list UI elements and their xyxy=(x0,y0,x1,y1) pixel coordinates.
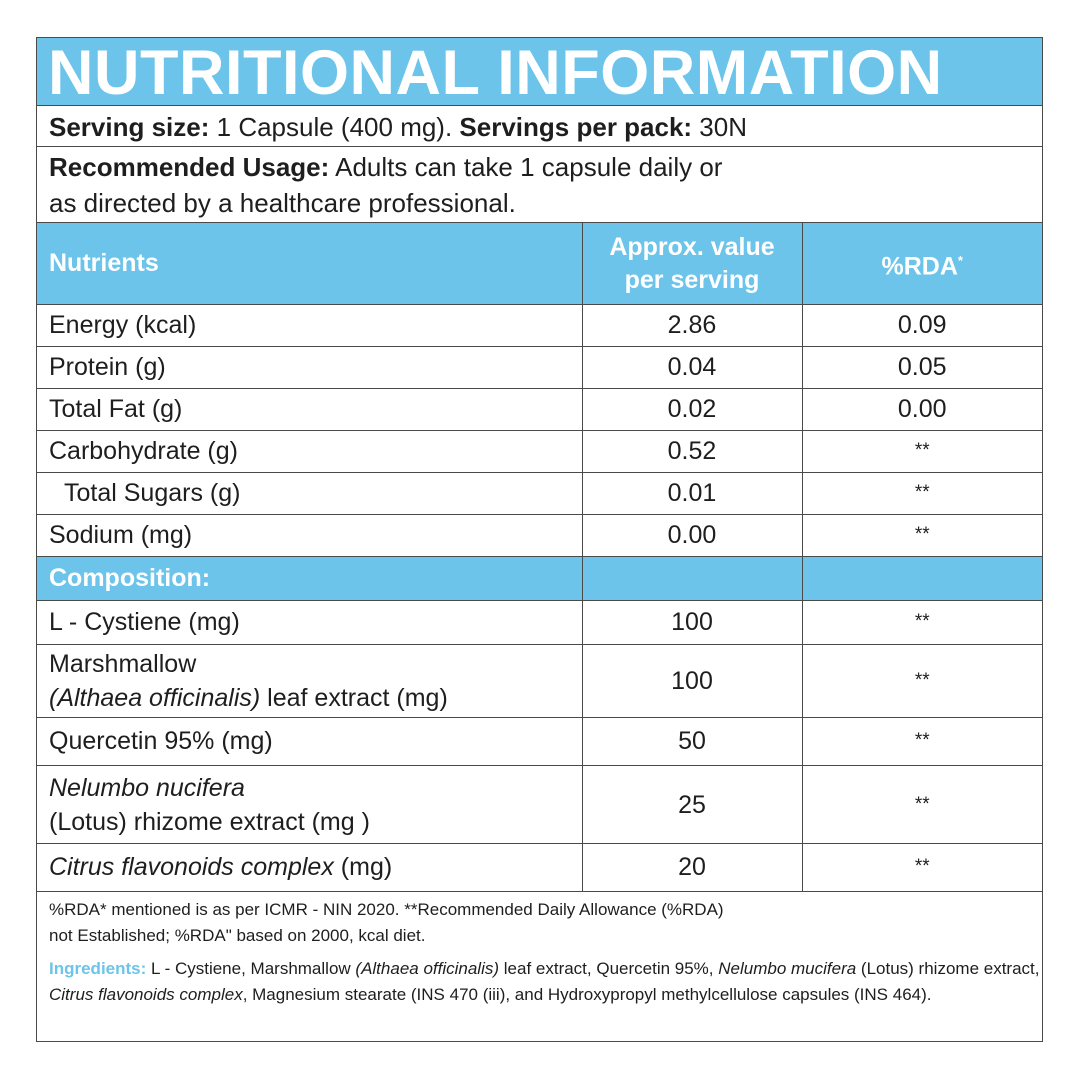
composition-empty-cell xyxy=(802,557,1042,601)
serving-size-value: 1 Capsule (400 mg). xyxy=(209,112,460,142)
table-row xyxy=(37,601,1042,645)
ingredient-name-line1: Marshmallow xyxy=(49,650,197,678)
rda-asterisks: ** xyxy=(914,611,930,632)
ingredient-name xyxy=(37,766,582,844)
ingredient-rda xyxy=(802,645,1042,718)
nutrient-name: Total Fat (g) xyxy=(37,389,582,431)
serving-size-label: Serving size: xyxy=(49,112,210,142)
rda-asterisks: ** xyxy=(914,793,930,815)
table-row xyxy=(37,766,1042,844)
page-title: NUTRITIONAL INFORMATION xyxy=(37,38,1042,106)
ingredient-name-italic: Nelumbo nucifera xyxy=(49,773,245,802)
ingredients-list xyxy=(49,956,1042,1008)
ingredients-text: leaf extract, Quercetin 95%, xyxy=(499,959,719,978)
header-value-line1: Approx. value xyxy=(609,232,775,261)
ingredient-value: 100 xyxy=(582,601,802,645)
nutrient-rda: 0.05 xyxy=(802,347,1042,389)
nutrient-rda: 0.09 xyxy=(802,305,1042,347)
ingredients-text: L - Cystiene, Marshmallow xyxy=(146,959,356,978)
nutrient-rda xyxy=(802,473,1042,515)
ingredient-rda xyxy=(802,601,1042,645)
nutrient-name: Carbohydrate (g) xyxy=(37,431,582,473)
ingredient-name: L - Cystiene (mg) xyxy=(37,601,582,645)
nutrient-name: Sodium (mg) xyxy=(37,515,582,557)
ingredient-rda xyxy=(802,718,1042,766)
nutrient-name: Energy (kcal) xyxy=(37,305,582,347)
rda-asterisks: ** xyxy=(914,730,930,751)
nutrient-value: 0.01 xyxy=(582,473,802,515)
composition-empty-cell xyxy=(582,557,802,601)
table-row xyxy=(37,844,1042,892)
nutrient-rda xyxy=(802,431,1042,473)
ingredient-name-rest: (mg) xyxy=(333,853,393,881)
recommended-usage xyxy=(37,147,1042,223)
nutrient-rda: 0.00 xyxy=(802,389,1042,431)
table-row xyxy=(37,431,1042,473)
rda-asterisks: ** xyxy=(914,670,930,691)
rda-asterisks: ** xyxy=(914,524,930,545)
rda-asterisks: ** xyxy=(914,440,930,461)
usage-text-line2: as directed by a healthcare professional. xyxy=(49,188,516,218)
composition-header-row xyxy=(37,557,1042,601)
table-header-row xyxy=(37,223,1042,305)
header-rda xyxy=(802,223,1042,305)
table-row xyxy=(37,515,1042,557)
ingredient-name-italic: (Althaea officinalis) xyxy=(49,684,261,712)
table-row xyxy=(37,305,1042,347)
header-nutrients: Nutrients xyxy=(37,223,582,305)
ingredients-italic: (Althaea officinalis) xyxy=(355,959,500,978)
ingredients-text: (Lotus) rhizome extract, xyxy=(856,959,1040,978)
nutrient-name: Total Sugars (g) xyxy=(37,473,582,515)
header-value xyxy=(582,223,802,305)
ingredient-value: 50 xyxy=(582,718,802,766)
usage-label: Recommended Usage: xyxy=(49,152,330,182)
ingredient-name-line2: (Lotus) rhizome extract (mg ) xyxy=(49,807,370,836)
ingredient-rda xyxy=(802,844,1042,892)
nutrient-value: 2.86 xyxy=(582,305,802,347)
ingredient-name xyxy=(37,844,582,892)
nutrition-table xyxy=(37,223,1042,892)
serving-info xyxy=(37,106,1042,147)
rda-note xyxy=(49,897,1042,949)
ingredients-label: Ingredients: xyxy=(49,959,147,978)
servings-per-pack-label: Servings per pack: xyxy=(459,112,693,142)
ingredients-text: , Magnesium stearate (INS 470 (iii), and Hydroxypropyl methylcellulose capsules (INS 464). xyxy=(242,985,932,1004)
nutrient-value: 0.02 xyxy=(582,389,802,431)
ingredients-italic: Nelumbo mucifera xyxy=(718,959,857,978)
ingredients-italic: Citrus flavonoids complex xyxy=(49,985,243,1004)
nutrient-value: 0.52 xyxy=(582,431,802,473)
rda-asterisks: ** xyxy=(914,482,930,503)
usage-text-line1: Adults can take 1 capsule daily or xyxy=(329,152,723,182)
table-row xyxy=(37,718,1042,766)
ingredient-name: Quercetin 95% (mg) xyxy=(37,718,582,766)
rda-asterisks: ** xyxy=(914,856,930,877)
servings-per-pack-value: 30N xyxy=(692,112,747,142)
nutrition-panel xyxy=(36,37,1043,1042)
header-rda-sup: * xyxy=(957,252,963,268)
rda-note-line2: not Established; %RDA" based on 2000, kcal diet. xyxy=(49,926,426,945)
rda-note-line1: %RDA* mentioned is as per ICMR - NIN 2020. **Recommended Daily Allowance (%RDA) xyxy=(49,900,724,919)
table-row xyxy=(37,473,1042,515)
ingredient-name-italic: Citrus flavonoids complex xyxy=(49,853,334,881)
ingredient-rda xyxy=(802,766,1042,844)
nutrient-rda xyxy=(802,515,1042,557)
header-value-line2: per serving xyxy=(624,265,760,294)
nutrient-value: 0.00 xyxy=(582,515,802,557)
nutrient-name: Protein (g) xyxy=(37,347,582,389)
ingredient-value: 20 xyxy=(582,844,802,892)
table-row xyxy=(37,389,1042,431)
footer-notes xyxy=(37,892,1042,1008)
table-row xyxy=(37,347,1042,389)
nutrient-value: 0.04 xyxy=(582,347,802,389)
ingredient-name xyxy=(37,645,582,718)
composition-label: Composition: xyxy=(37,557,582,601)
ingredient-value: 100 xyxy=(582,645,802,718)
ingredient-value: 25 xyxy=(582,766,802,844)
table-row xyxy=(37,645,1042,718)
ingredient-name-rest: leaf extract (mg) xyxy=(260,684,448,712)
header-rda-label: %RDA xyxy=(881,252,958,281)
